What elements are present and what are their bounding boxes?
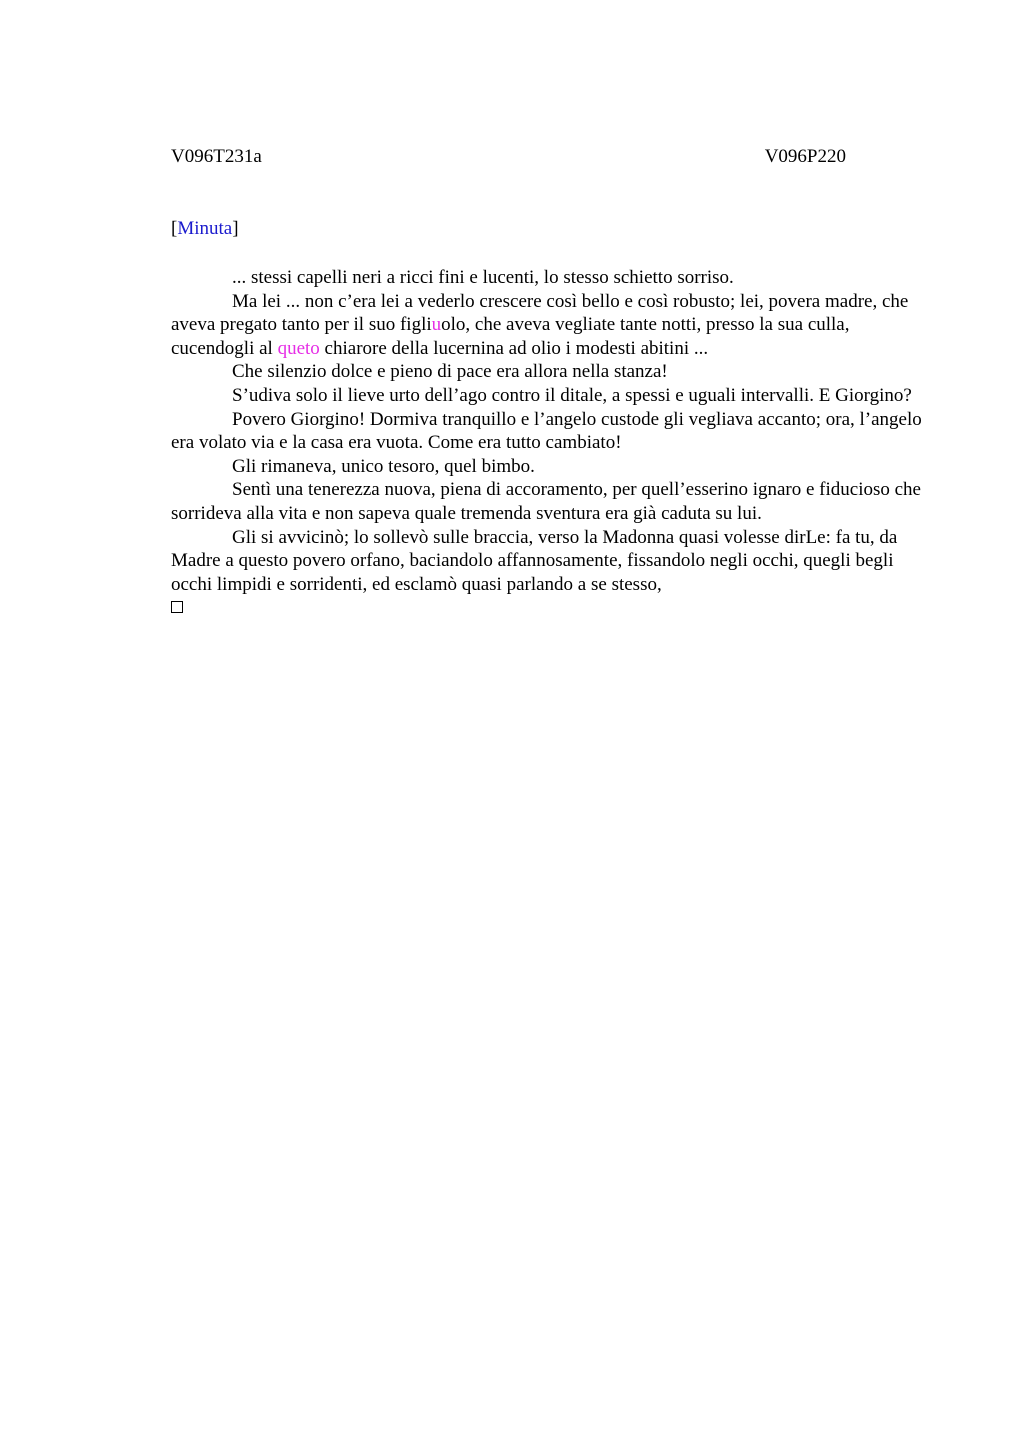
empty-square-icon [171, 601, 183, 613]
section-label [171, 218, 239, 240]
paragraph-6: Gli rimaneva, unico tesoro, quel bimbo. [232, 455, 535, 477]
page-code: V096P220 [764, 146, 846, 167]
open-bracket: [ [171, 218, 178, 239]
inserted-letter: u [431, 314, 442, 336]
page-header [171, 146, 846, 170]
paragraph-2-text-b: olo, che aveva vegliate tante notti, presso la sua culla, cucendogli al [171, 314, 850, 359]
section-label-text: Minuta [177, 218, 233, 239]
document-body [171, 266, 923, 620]
paragraph-2 [171, 290, 923, 361]
paragraph-1: ... stessi capelli neri a ricci fini e lucenti, lo stesso schietto sorriso. [232, 267, 734, 288]
close-bracket: ] [232, 218, 239, 239]
paragraph-7: Sentì una tenerezza nuova, piena di accoramento, per quell’esserino ignaro e fiducioso che sorrideva alla vita e non sapeva quale tremenda sventura era già caduta su lui. [171, 479, 921, 524]
paragraph-2-text-a: Ma lei ... non c’era lei a vederlo crescere così bello e così robusto; lei, povera madre, che aveva pregato tanto per il suo figli [171, 290, 909, 336]
paragraph-3: Che silenzio dolce e pieno di pace era allora nella stanza! [232, 361, 668, 383]
paragraph-2-text-c: chiarore della lucernina ad olio i modesti abitini ... [319, 337, 709, 359]
paragraph-5: Povero Giorgino! Dormiva tranquillo e l’angelo custode gli vegliava accanto; ora, l’angelo era volato via e la casa era vuota. Come era tutto cambiato! [171, 408, 922, 454]
document-code: V096T231a [171, 146, 262, 167]
paragraph-4: S’udiva solo il lieve urto dell’ago contro il ditale, a spessi e uguali intervalli. E Giorgino? [232, 384, 912, 406]
inserted-word: queto [277, 337, 320, 359]
paragraph-8: Gli si avvicinò; lo sollevò sulle braccia, verso la Madonna quasi volesse dirLe: fa tu, da Madre a questo povero orfano, baciandolo affannosamente, fissandolo negli occhi, quegli begli occhi limpidi e sorridenti, ed esclamò quasi parlando a se stesso, [171, 526, 898, 595]
